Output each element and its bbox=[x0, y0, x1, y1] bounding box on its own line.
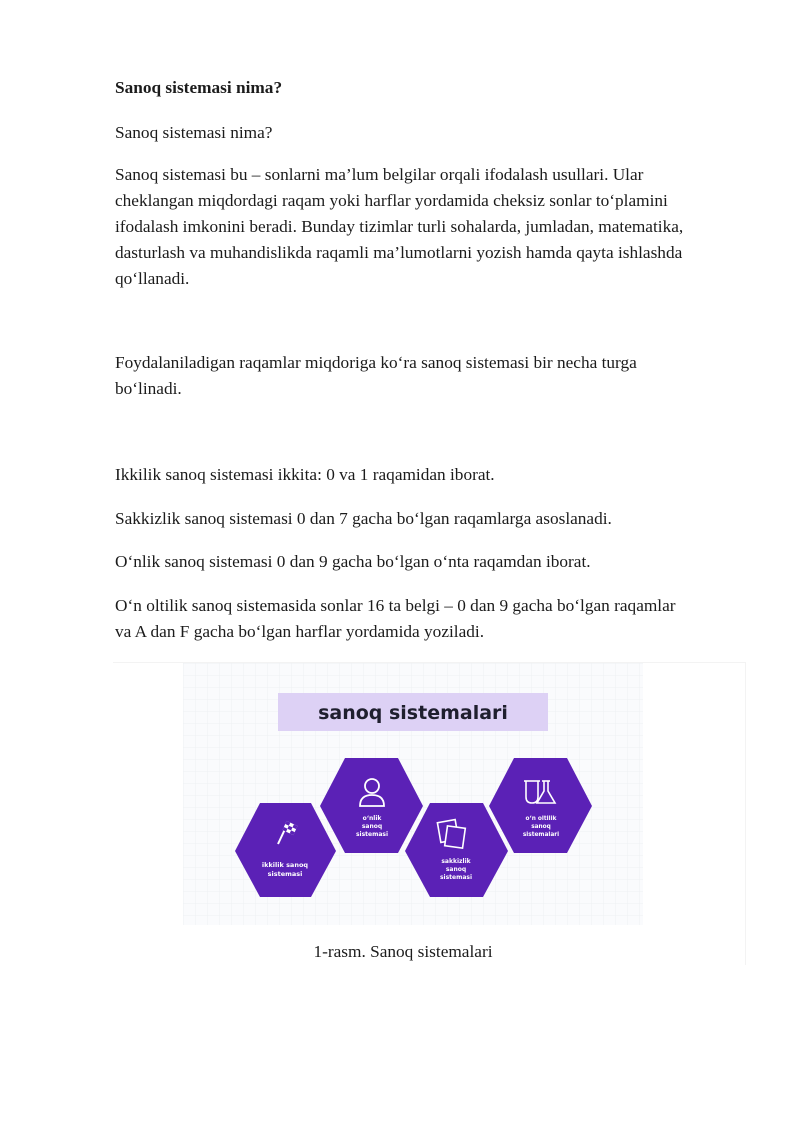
octal-paragraph: Sakkizlik sanoq sistemasi 0 dan 7 gacha bo‘lgan raqamlarga asoslanadi. bbox=[115, 509, 612, 528]
hexagon-label: sistemalari bbox=[522, 832, 560, 838]
hexagon-label: o‘n oltilik bbox=[525, 816, 557, 822]
paragraph-line: Foydalaniladigan raqamlar miqdoriga ko‘ra sanoq sistemasi bir necha turga bbox=[115, 353, 637, 372]
subheading: Sanoq sistemasi nima? bbox=[115, 123, 273, 142]
intro-paragraph bbox=[115, 162, 745, 292]
figure-caption: 1-rasm. Sanoq sistemalari bbox=[313, 942, 493, 961]
paragraph-line: ifodalash imkonini beradi. Bunday tizimlar turli sohalarda, jumladan, matematika, bbox=[115, 217, 684, 236]
hexagon-label: sistemasi bbox=[267, 870, 303, 878]
paragraph-line: bo‘linadi. bbox=[115, 379, 182, 398]
paragraph-line: O‘n oltilik sanoq sistemasida sonlar 16 ta belgi – 0 dan 9 gacha bo‘lgan raqamlar bbox=[115, 596, 676, 615]
banner-title: sanoq sistemalari bbox=[318, 702, 508, 724]
paragraph-line: dasturlash va muhandislikda raqamli ma’lumotlarni yozish hamda qayta ishlashda bbox=[115, 243, 683, 262]
hexagon-label: sanoq bbox=[445, 866, 467, 873]
hexagon-label: sanoq bbox=[361, 823, 383, 830]
binary-paragraph: Ikkilik sanoq sistemasi ikkita: 0 va 1 raqamidan iborat. bbox=[115, 465, 495, 484]
number-systems-illustration bbox=[183, 663, 643, 925]
division-paragraph bbox=[115, 350, 745, 402]
paragraph-line: cheklangan miqdordagi raqam yoki harflar yordamida cheksiz sonlar to‘plamini bbox=[115, 191, 668, 210]
hexagon-label: sistemasi bbox=[439, 874, 473, 881]
figure bbox=[113, 662, 746, 965]
hex-paragraph bbox=[115, 593, 745, 645]
hexagon-label: sanoq bbox=[531, 824, 551, 830]
paragraph-line: qo‘llanadi. bbox=[115, 269, 190, 288]
paragraph-line: va A dan F gacha bo‘lgan harflar yordamida yoziladi. bbox=[115, 622, 485, 641]
hexagon-label: sistemasi bbox=[355, 831, 389, 838]
hexagon-label: o‘nlik bbox=[362, 815, 382, 822]
paragraph-line: Sanoq sistemasi bu – sonlarni ma’lum belgilar orqali ifodalash usullari. Ular bbox=[115, 165, 644, 184]
hexagon-label: ikkilik sanoq bbox=[261, 861, 309, 869]
decimal-paragraph: O‘nlik sanoq sistemasi 0 dan 9 gacha bo‘lgan o‘nta raqamdan iborat. bbox=[115, 552, 591, 571]
page-title: Sanoq sistemasi nima? bbox=[115, 78, 283, 97]
hexagon-label: sakkizlik bbox=[441, 858, 471, 865]
